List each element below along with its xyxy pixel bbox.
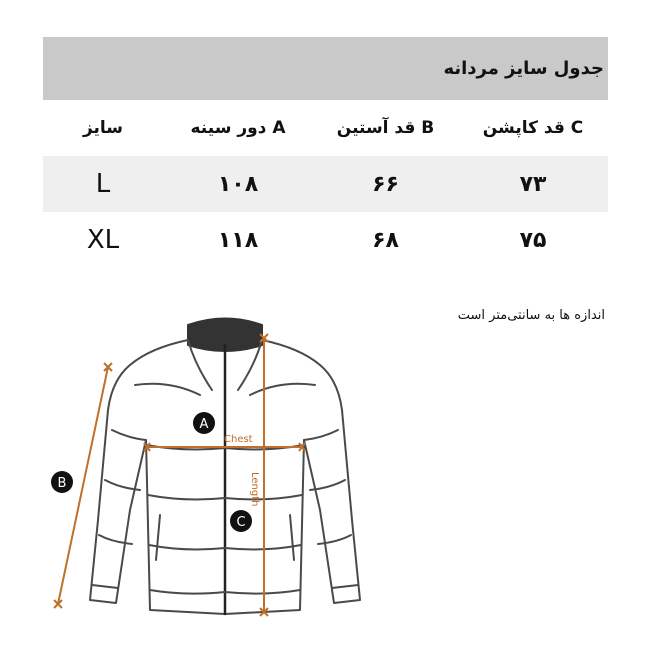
svg-text:A: A	[199, 417, 209, 432]
sleeve-value: ۶۶	[372, 171, 399, 197]
marker-a	[193, 412, 215, 434]
sleeve-value: ۶۸	[372, 227, 399, 253]
header-length: C قد کاپشن	[482, 118, 584, 138]
length-label: Length	[249, 472, 260, 507]
chest-label: Chest	[224, 434, 253, 445]
svg-text:C: C	[236, 515, 246, 530]
header-chest: A دور سینه	[190, 118, 286, 138]
size-value: L	[95, 169, 111, 199]
length-value: ۷۳	[519, 171, 547, 197]
marker-b	[51, 471, 73, 493]
length-value: ۷۵	[519, 227, 547, 253]
header-sleeve: B قد آستین	[336, 118, 435, 138]
chest-value: ۱۱۸	[217, 227, 259, 253]
header-size: سایز	[82, 118, 124, 138]
units-note: اندازه ها به سانتی‌متر است	[457, 308, 605, 323]
jacket-outline	[90, 319, 360, 615]
svg-text:B: B	[57, 476, 67, 491]
size-value: XL	[86, 225, 120, 255]
chest-value: ۱۰۸	[217, 171, 259, 197]
marker-c	[230, 510, 252, 532]
table-title: جدول سایز مردانه	[43, 37, 608, 100]
